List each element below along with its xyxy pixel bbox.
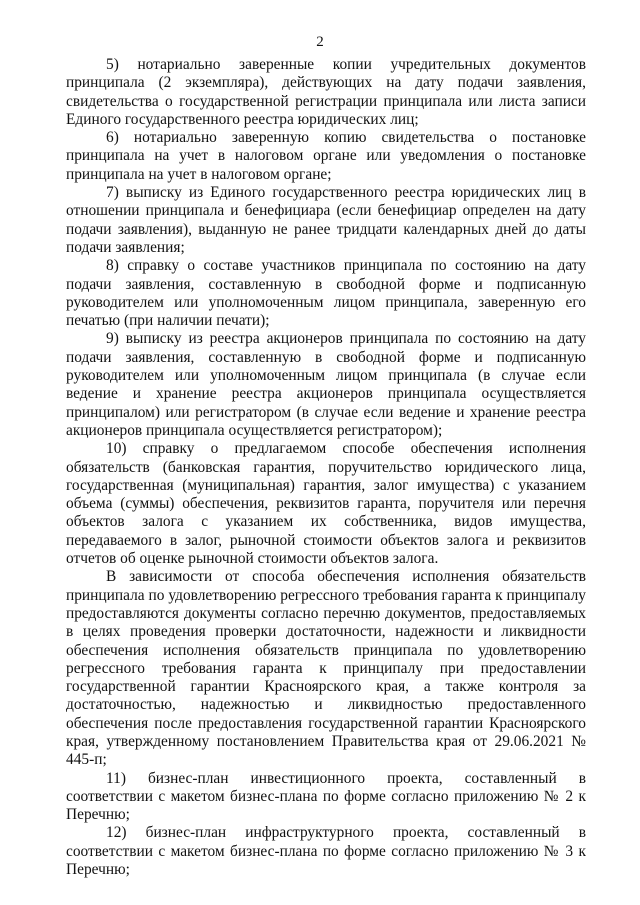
item-text: бизнес-план инфраструктурного проекта, составленный в соответствии с макетом бизнес-плана по форме согласно приложению № 3 к Перечню; — [66, 824, 586, 879]
item-number: 9) — [106, 330, 119, 348]
item-number: 8) — [106, 257, 119, 275]
list-item-6 — [66, 129, 586, 184]
item-text: справку о предлагаемом способе обеспечения исполнения обязательств (банковская гарантия, поручительство юридического лица, государственная (муниципальная) гарантия, залог имущества) с указанием объема (суммы) обеспечения, реквизитов гаранта, поручителя или перечня объектов залога с указанием их собственника, видов имущества, передаваемого в залог, рыночной стоимости объектов залога и реквизитов отчетов об оценке рыночной стоимости объектов залога. — [66, 440, 586, 568]
item-number: 10) — [106, 440, 127, 458]
list-item-8 — [66, 257, 586, 330]
list-item-9 — [66, 330, 586, 440]
item-text: нотариально заверенную копию свидетельства о постановке принципала на учет в налоговом органе или уведомления о постановке принципала на учет в налоговом органе; — [66, 129, 586, 183]
item-number: 12) — [106, 824, 127, 842]
item-text: справку о составе участников принципала по состоянию на дату подачи заявления, составленную в свободной форме и подписанную руководителем или уполномоченным лицом принципала, заверенную его печатью (при наличии печати); — [66, 257, 586, 330]
item-text: нотариально заверенные копии учредительных документов принципала (2 экземпляра), действующих на дату подачи заявления, свидетельства о государственной регистрации принципала или листа записи Единого государственного реестра юридических лиц; — [66, 56, 586, 128]
item-number: 7) — [106, 184, 119, 202]
page-number: 2 — [316, 34, 324, 50]
item-text: выписку из реестра акционеров принципала по состоянию на дату подачи заявления, составленную в свободной форме и подписанную руководителем или уполномоченным лицом принципала (в случае если ведение и хранение реестра акционеров принципала осуществляется принципалом) или регистратором (в случае если ведение и хранение реестра акционеров принципала осуществляется регистратором); — [66, 330, 586, 439]
list-item-11 — [66, 770, 586, 825]
paragraph-text: В зависимости от способа обеспечения исполнения обязательств принципала по удовлетворению регрессного требования гаранта к принципалу предоставляются документы согласно перечню документов, предоставляемых в целях проведения проверки достаточности, надежности и ликвидности обеспечения исполнения обязательств принципала по удовлетворению регрессного требования гаранта к принципалу при предоставлении государственной гарантии Красноярского края, а также контроля за достаточностью, надежностью и ликвидностью предоставленного обеспечения после предоставления государственной гарантии Красноярского края, утвержденному постановлением Правительства края от 29.06.2021 № 445-п; — [66, 568, 586, 769]
item-number: 11) — [106, 769, 126, 787]
item-text: бизнес-план инвестиционного проекта, составленный в соответствии с макетом бизнес-плана по форме согласно приложению № 2 к Перечню; — [66, 769, 586, 824]
item-number: 5) — [106, 56, 119, 73]
list-item-7 — [66, 184, 586, 257]
list-item-5 — [66, 56, 586, 129]
list-item-12 — [66, 824, 586, 879]
document-body — [66, 56, 586, 879]
intro-paragraph — [66, 568, 586, 769]
item-number: 6) — [106, 129, 119, 147]
list-item-10 — [66, 440, 586, 568]
item-text: выписку из Единого государственного реестра юридических лиц в отношении принципала и бенефициара (если бенефициар определен на дату подачи заявления), выданную не ранее тридцати календарных дней до даты подачи заявления; — [66, 184, 586, 256]
